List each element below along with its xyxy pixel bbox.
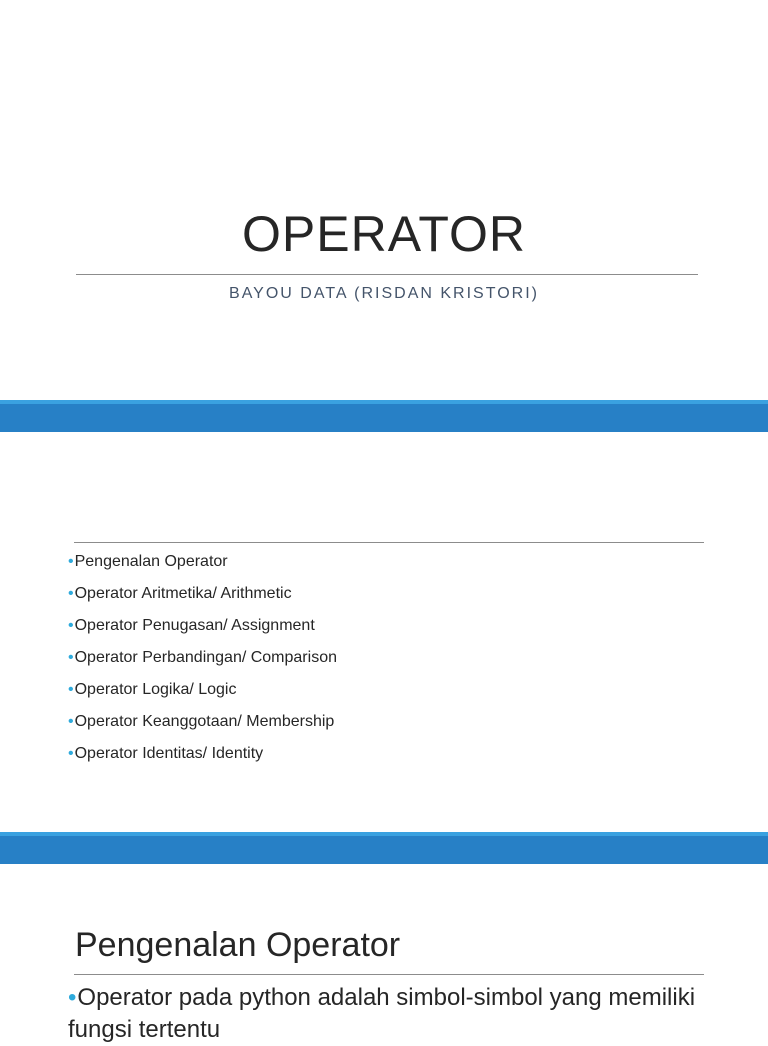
bullet-icon: • [68, 617, 74, 634]
title-divider [76, 274, 698, 275]
list-item [68, 646, 337, 678]
list-item-label: Operator Penugasan/ Assignment [74, 617, 315, 634]
list-item-label: Operator Identitas/ Identity [74, 745, 264, 762]
list-item [68, 582, 337, 614]
list-item-label: Operator Perbandingan/ Comparison [74, 649, 337, 666]
bullet-icon: • [68, 553, 74, 570]
agenda-divider [74, 542, 704, 543]
bullet-icon: • [68, 745, 74, 762]
bullet-icon: • [68, 984, 77, 1011]
list-item [68, 550, 337, 582]
slide-intro-body [68, 982, 708, 1046]
slide-agenda [0, 432, 768, 832]
list-item-label: Operator Logika/ Logic [74, 681, 237, 698]
list-item [68, 742, 337, 774]
intro-body-text: Operator pada python adalah simbol-simbol yang memiliki fungsi tertentu [68, 984, 696, 1043]
list-item [68, 678, 337, 710]
slide-separator [0, 400, 768, 432]
slide-separator [0, 832, 768, 864]
slide-subtitle: BAYOU DATA (RISDAN KRISTORI) [229, 285, 539, 302]
list-item [68, 614, 337, 646]
bullet-icon: • [68, 713, 74, 730]
bullet-icon: • [68, 585, 74, 602]
bullet-icon: • [68, 681, 74, 698]
list-item-label: Operator Aritmetika/ Arithmetic [74, 585, 292, 602]
list-item-label: Operator Keanggotaan/ Membership [74, 713, 335, 730]
agenda-list [68, 550, 337, 774]
list-item-label: Pengenalan Operator [74, 553, 228, 570]
slide-intro-heading: Pengenalan Operator [75, 926, 401, 964]
intro-divider [74, 974, 704, 975]
slide-title-heading: OPERATOR [242, 206, 526, 262]
slide-title [0, 0, 768, 400]
slide-intro [0, 864, 768, 1043]
bullet-icon: • [68, 649, 74, 666]
list-item [68, 710, 337, 742]
